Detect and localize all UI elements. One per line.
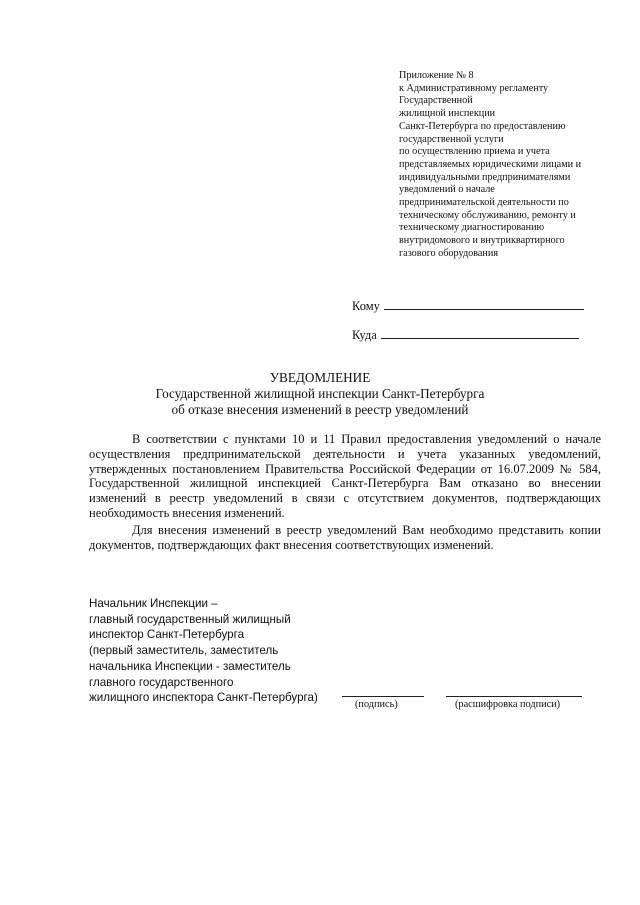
appendix-line: предпринимательской деятельности по	[399, 197, 569, 209]
appendix-line: Санкт-Петербурга по предоставлению	[399, 120, 566, 132]
appendix-line: уведомлений о начале	[399, 184, 495, 196]
body-paragraph-refusal: В соответствии с пунктами 10 и 11 Правил предоставления уведомлений о начале осуществления предпринимательской деятельности и учета указанных уведомлений, утвержденных постановлением Правительства Российской Федерации от 16.07.2009 № 584, Государственной жилищной инспекцией Санкт-Петербурга Вам отказано во внесении изменений в реестр уведомлений в связи с отсутствием документов, подтверждающих необходимость внесения изменений.	[89, 432, 601, 520]
signer-line: начальника Инспекции - заместитель	[89, 659, 291, 673]
body-paragraph-instructions: Для внесения изменений в реестр уведомлений Вам необходимо представить копии документов, подтверждающих факт внесения соответствующих изменений.	[89, 522, 601, 552]
signer-line: главный государственный жилищный	[89, 612, 291, 626]
appendix-line: Приложение № 8	[399, 70, 474, 81]
appendix-line: техническому диагностированию	[399, 222, 545, 234]
signature-caption: (подпись)	[355, 699, 398, 710]
document-subtitle-subject: об отказе внесения изменений в реестр уведомлений	[171, 402, 469, 417]
signature-decoding-blank-line	[446, 696, 582, 697]
appendix-line: Государственной	[399, 95, 473, 107]
recipient-blank-line	[384, 297, 584, 310]
address-label: Куда	[352, 328, 377, 342]
signer-line: жилищного инспектора Санкт-Петербурга)	[89, 691, 318, 705]
signer-line: инспектор Санкт-Петербурга	[89, 628, 245, 642]
signer-title-block	[89, 596, 349, 706]
signature-blank-line	[342, 696, 424, 697]
signer-line: главного государственного	[89, 675, 234, 689]
appendix-line: газового оборудования	[399, 247, 499, 259]
signer-line: Начальник Инспекции –	[89, 597, 218, 610]
appendix-line: по осуществлению приема и учета	[399, 146, 550, 158]
appendix-line: жилищной инспекции	[399, 108, 496, 120]
recipient-field	[352, 297, 584, 314]
document-title: УВЕДОМЛЕНИЕ	[269, 370, 371, 385]
address-blank-line	[381, 326, 579, 339]
appendix-line: техническому обслуживанию, ремонту и	[399, 209, 576, 221]
address-field	[352, 326, 579, 343]
appendix-line: к Административному регламенту	[399, 82, 549, 94]
signer-line: (первый заместитель, заместитель	[89, 644, 279, 658]
appendix-line: внутридомового и внутриквартирного	[399, 235, 565, 247]
recipient-label: Кому	[352, 299, 380, 313]
document-subtitle-issuer: Государственной жилищной инспекции Санкт-Петербурга	[155, 386, 485, 401]
document-body	[89, 432, 601, 552]
appendix-note	[399, 70, 604, 261]
appendix-line: государственной услуги	[399, 133, 504, 145]
appendix-line: индивидуальными предпринимателями	[399, 171, 571, 183]
signature-decoding-caption: (расшифровка подписи)	[455, 699, 561, 710]
appendix-line: представляемых юридическими лицами и	[399, 158, 582, 170]
